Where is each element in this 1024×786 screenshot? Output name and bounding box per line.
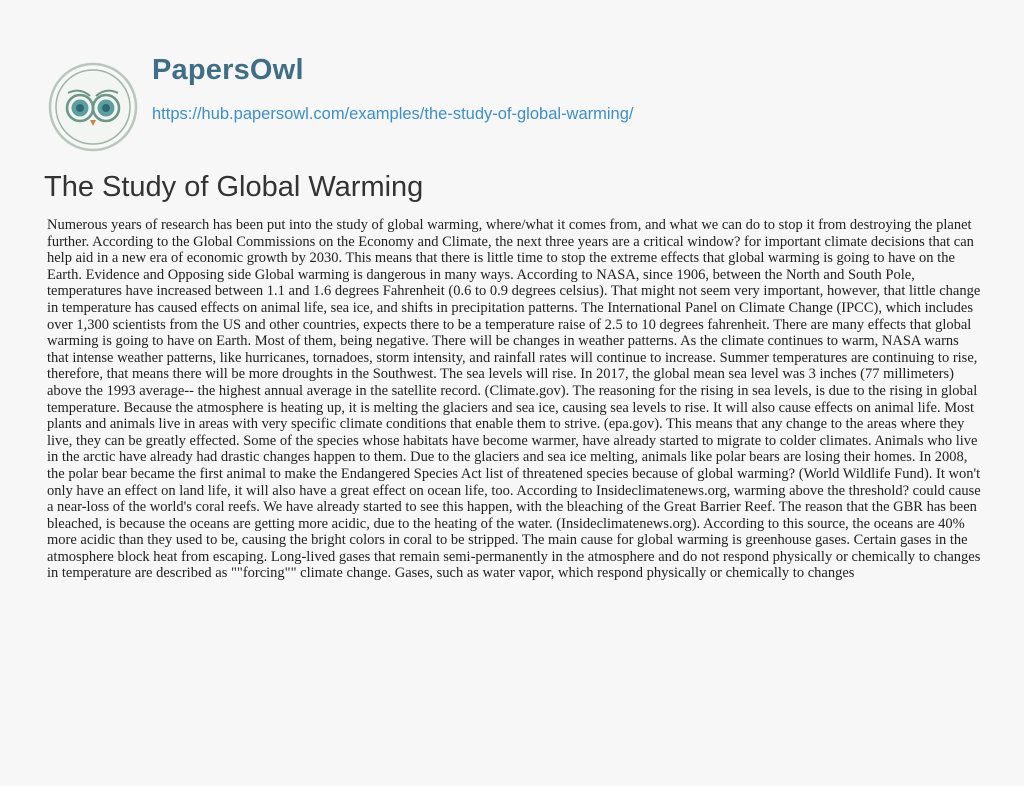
brand-name[interactable]: PapersOwl	[152, 54, 304, 86]
source-url-link[interactable]: https://hub.papersowl.com/examples/the-study-of-global-warming/	[152, 105, 634, 123]
logo-svg	[46, 60, 140, 154]
site-header	[46, 56, 986, 146]
document-body: Numerous years of research has been put into the study of global warming, where/what it comes from, and what we can do to stop it from destroying the planet further. According to the Global Commissions on the Economy and Climate, the next three years are a critical window? for important climate decisions that can help aid in a new era of economic growth by 2030. This means that there is little time to stop the extreme effects that global warming is going to have on the Earth. Evidence and Opposing side Global warming is dangerous in many ways. According to NASA, since 1906, between the North and South Pole, temperatures have increased between 1.1 and 1.6 degrees Fahrenheit (0.6 to 0.9 degrees celsius). That might not seem very important, however, that little change in temperature has caused effects on animal life, sea ice, and shifts in precipitation patterns. The International Panel on Climate Change (IPCC), which includes over 1,300 scientists from the US and other countries, expects there to be a temperature raise of 2.5 to 10 degrees fahrenheit. There are many effects that global warming is going to have on Earth. Most of them, being negative. There will be changes in weather patterns. As the climate continues to warm, NASA warns that intense weather patterns, like hurricanes, tornadoes, storm intensity, and rainfall rates will continue to increase. Summer temperatures are continuing to rise, therefore, that means there will be more droughts in the Southwest. The sea levels will rise. In 2017, the global mean sea level was 3 inches (77 millimeters) above the 1993 average-- the highest annual average in the satellite record. (Climate.gov). The reasoning for the rising in sea levels, is due to the rising in global temperature. Because the atmosphere is heating up, it is melting the glaciers and sea ice, causing sea levels to rise. It will also cause effects on animal life. Most plants and animals live in areas with very specific climate conditions that enable them to strive. (epa.gov). This means that any change to the areas where they live, they can be greatly effected. Some of the species whose habitats have become warmer, have already started to migrate to colder climates. Animals who live in the arctic have already had drastic changes happen to them. Due to the glaciers and sea ice melting, animals like polar bears are losing their homes. In 2008, the polar bear became the first animal to make the Endangered Species Act list of threatened species because of global warming? (World Wildlife Fund). It won't only have an effect on land life, it will also have a great effect on ocean life, too. According to Insideclimatenews.org, warming above the threshold? could cause a near-loss of the world's coral reefs. We have already started to see this happen, with the bleaching of the Great Barrier Reef. The reason that the GBR has been bleached, is because the oceans are getting more acidic, due to the heating of the water. (Insideclimatenews.org). According to this source, the oceans are 40% more acidic than they used to be, causing the bright colors in coral to be stripped. The main cause for global warming is greenhouse gases. Certain gases in the atmosphere block heat from escaping. Long-lived gases that remain semi-permanently in the atmosphere and do not respond physically or chemically to changes in temperature are described as ""forcing"" climate change. Gases, such as water vapor, which respond physically or chemically to changes	[47, 217, 981, 582]
document-title: The Study of Global Warming	[44, 171, 424, 203]
owl-eyes-icon[interactable]	[46, 60, 140, 154]
